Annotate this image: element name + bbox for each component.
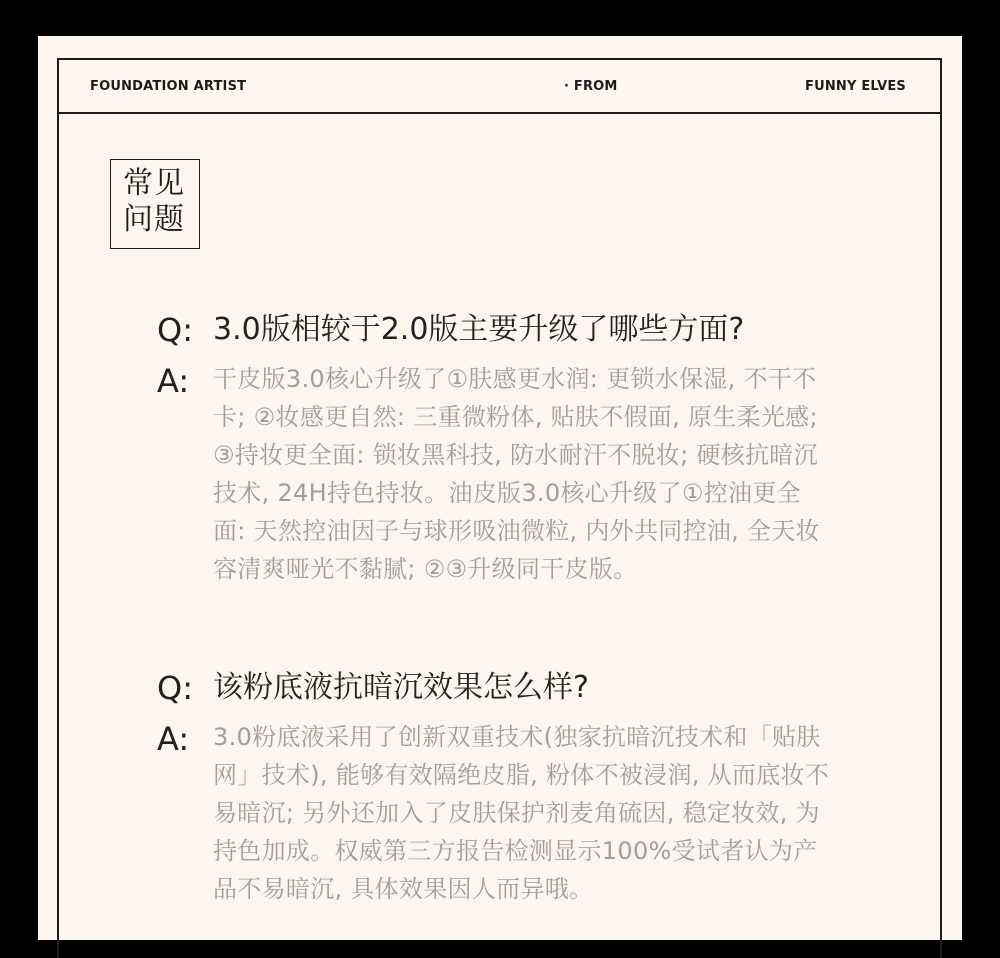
question-marker: Q: — [157, 669, 193, 707]
question-marker: Q: — [157, 311, 193, 349]
answer-text: 干皮版3.0核心升级了①肤感更水润: 更锁水保湿, 不干不卡; ②妆感更自然: 三重微粉体, 贴肤不假面, 原生柔光感; ③持妆更全面: 锁妆黑科技, 防水耐汗不脱妆; 硬核抗暗沉技术, 24H持色持妆。油皮版3.0核心升级了①控油更全面: 天然控油因子与球形吸油微粒, 内外共同控油, 全天妆容清爽哑光不黏腻; ②③升级同干皮版。 — [213, 365, 820, 583]
brand-label: FOUNDATION ARTIST — [90, 79, 247, 94]
faq-title-box — [110, 159, 200, 249]
answer-marker: A: — [157, 362, 190, 400]
answer-row — [157, 360, 857, 588]
answer-row — [157, 718, 857, 908]
question-text: 3.0版相较于2.0版主要升级了哪些方面? — [213, 312, 745, 347]
faq-title-line2: 问题 — [123, 202, 185, 237]
question-row — [157, 310, 857, 350]
answer-text: 3.0粉底液采用了创新双重技术(独家抗暗沉技术和「贴肤网」技术), 能够有效隔绝皮脂, 粉体不被浸润, 从而底妆不易暗沉; 另外还加入了皮肤保护剂麦角硫因, 稳定妆效, 为持色加成。权威第三方报告检测显示100%受试者认为产品不易暗沉, 具体效果因人而异哦。 — [213, 723, 830, 903]
question-text: 该粉底液抗暗沉效果怎么样? — [213, 670, 589, 705]
faq-item-1 — [157, 310, 857, 588]
page-frame — [57, 58, 942, 958]
header-bar — [59, 60, 940, 114]
faq-title-line1: 常见 — [123, 166, 185, 201]
maker-label: FUNNY ELVES — [804, 79, 906, 94]
question-row — [157, 668, 857, 708]
faq-item-2 — [157, 668, 857, 908]
answer-marker: A: — [157, 720, 190, 758]
from-label: · FROM — [564, 79, 618, 94]
faq-page — [38, 36, 962, 940]
